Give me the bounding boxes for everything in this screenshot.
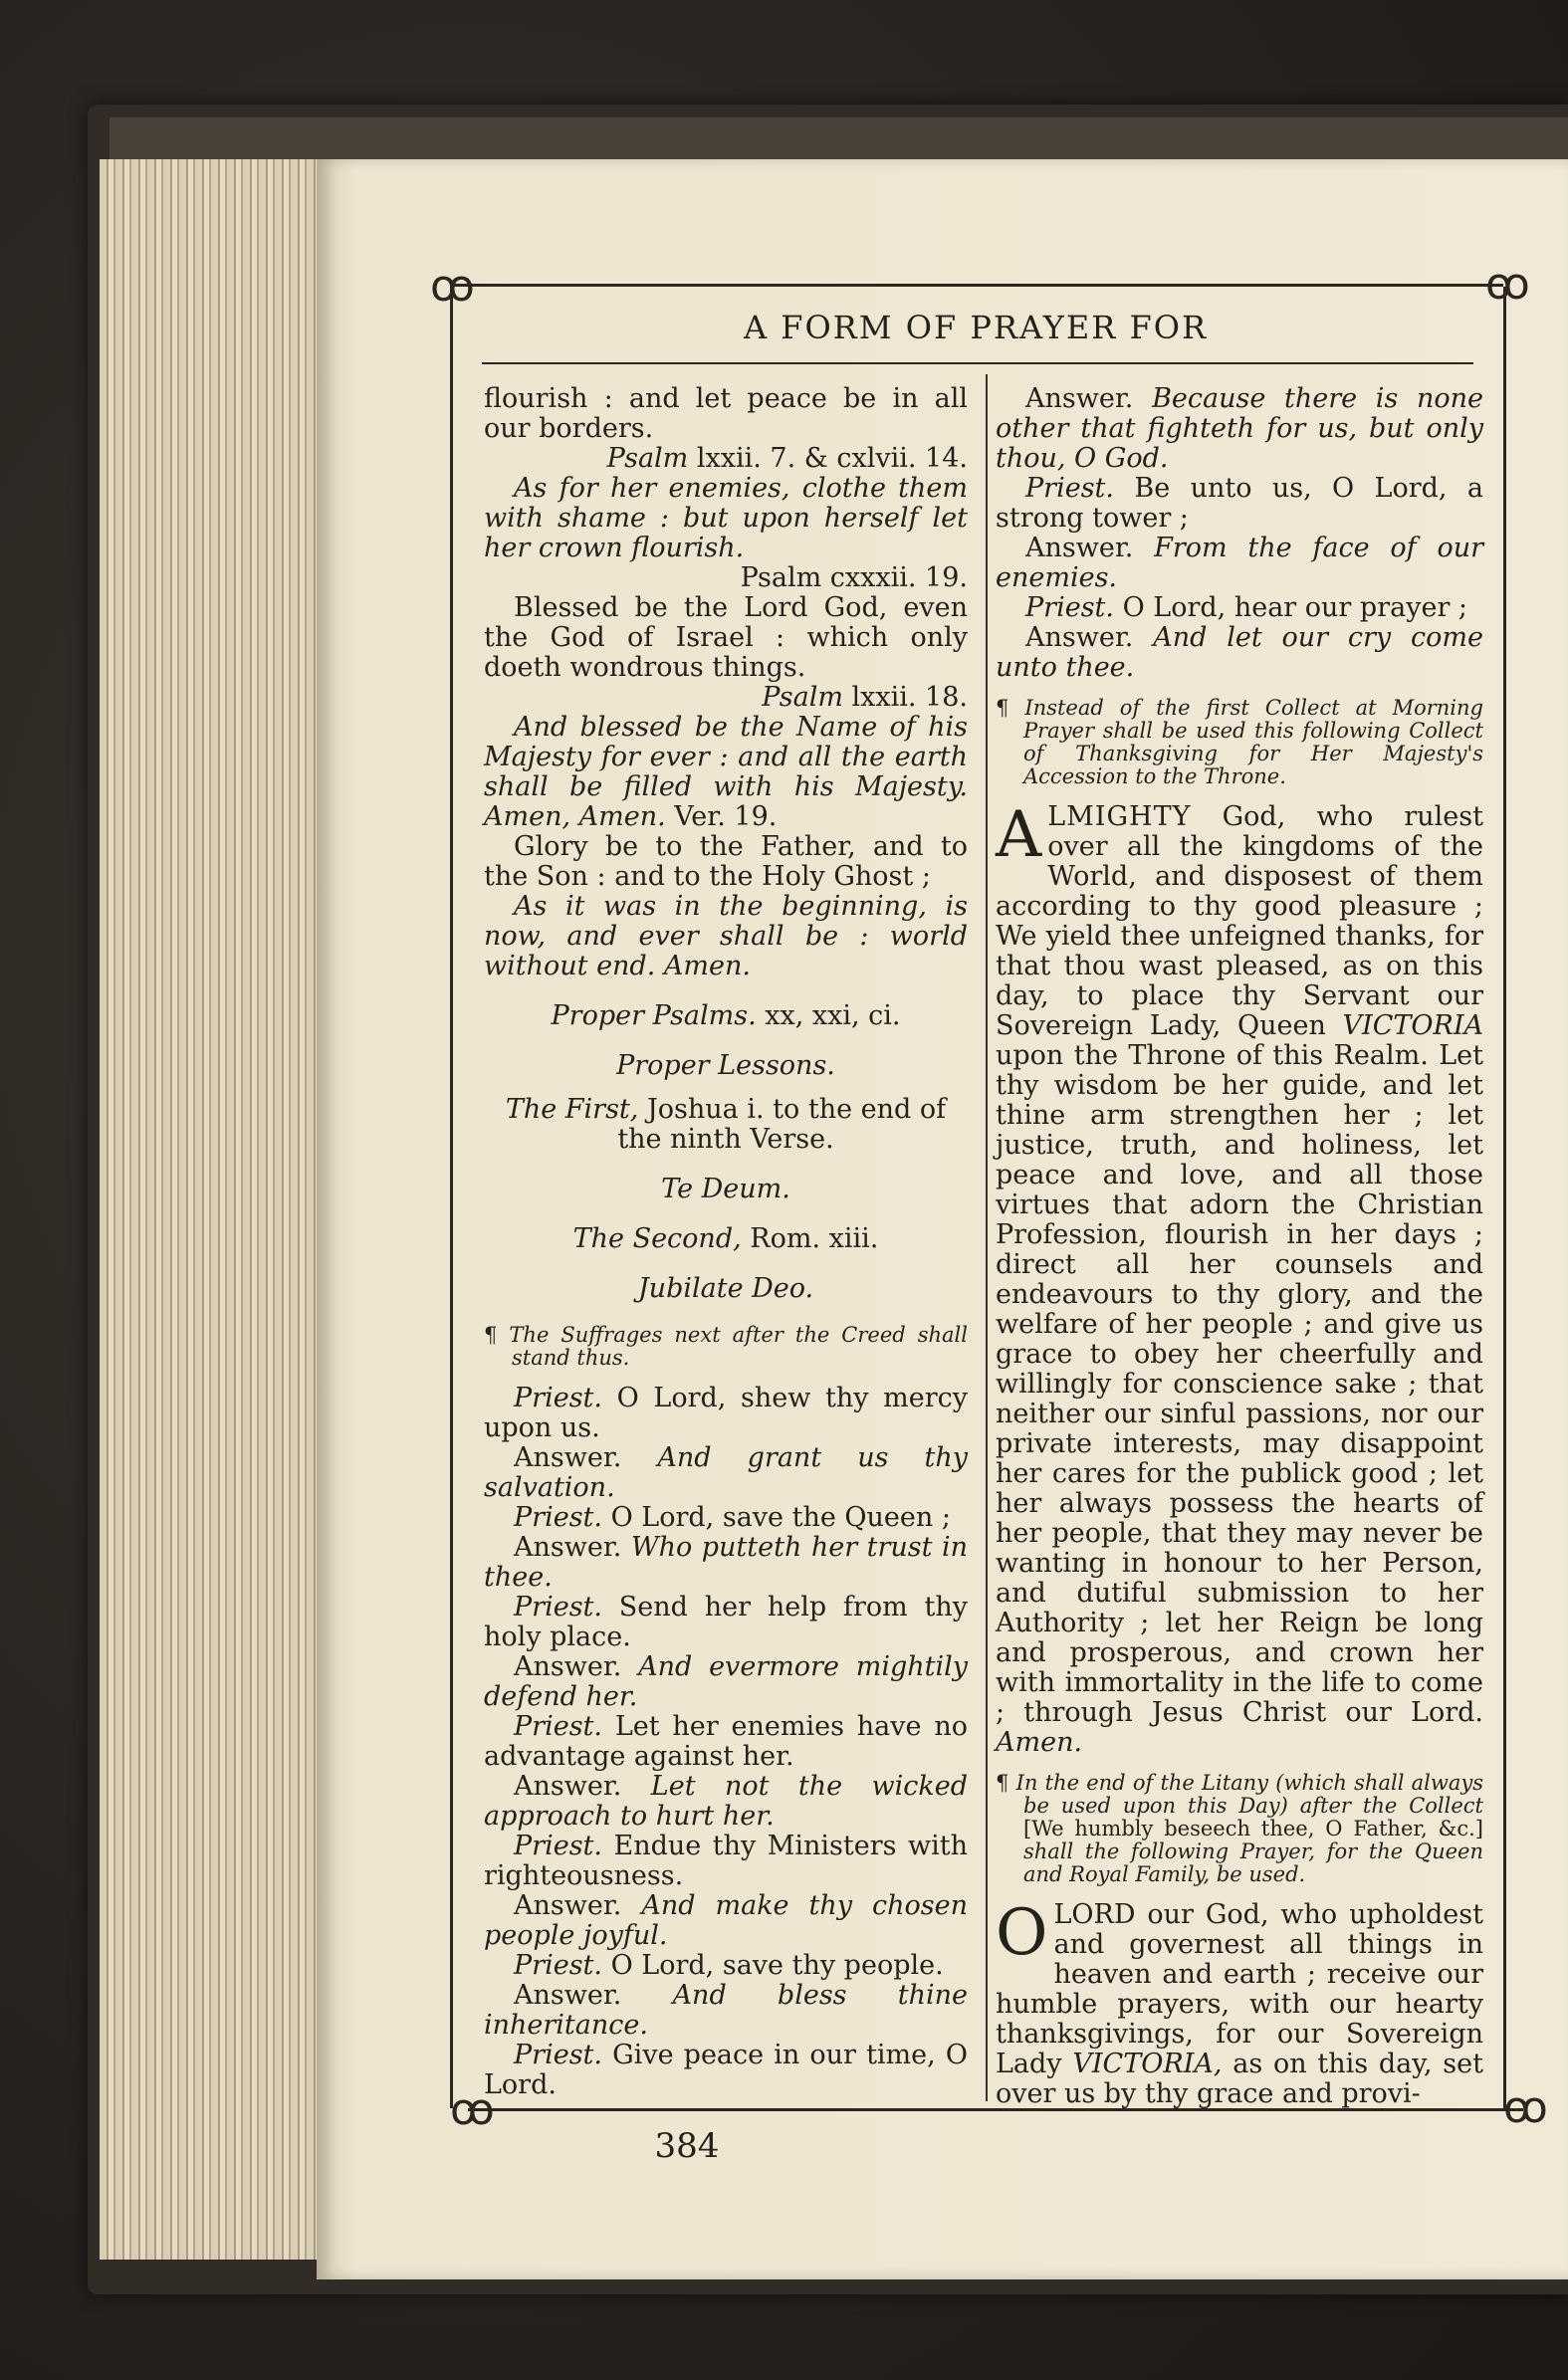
rubric: ¶ In the end of the Litany (which shall always be used upon this Day) after the Collect [We humbly beseech thee, O Father, &c.] shall the following Prayer, for the Queen and Royal Family, be used. [996, 1771, 1483, 1886]
collect-royal-family: OLORD our God, who upholdest and governest all things in heaven and earth ; receive our humble prayers, with our hearty thanksgivings, for our Sovereign Lady VICTORIA, as on this day, set over us by thy grace and provi- [996, 1896, 1483, 2109]
paragraph: And blessed be the Name of his Majesty for ever : and all the earth shall be filled with his Majesty. Amen, Amen. Ver. 19. [484, 712, 968, 832]
versicle-line: Priest. Be unto us, O Lord, a strong tower ; [996, 473, 1483, 534]
versicle-line: Answer. Because there is none other that fighteth for us, but only thou, O God. [996, 383, 1483, 474]
suffrage-line: Priest. O Lord, save thy people. [514, 1950, 944, 1981]
corner-ornament-icon: ꝏ [1485, 259, 1530, 310]
frame-top-rule [450, 284, 1503, 287]
gloria-response: As it was in the beginning, is now, and ever shall be : world without end. Amen. [484, 891, 968, 981]
pilcrow-icon: ¶ [484, 1323, 498, 1347]
paragraph: flourish : and let peace be in all our borders. [484, 383, 968, 444]
suffrage-line: Priest. Let her enemies have no advantage against her. [484, 1711, 968, 1772]
suffrage-line: Priest. O Lord, shew thy mercy upon us. [484, 1383, 968, 1443]
left-column [484, 384, 968, 2100]
scripture-reference: Psalm lxxii. 7. & cxlvii. 14. [606, 443, 968, 474]
te-deum: Te Deum. [661, 1174, 790, 1204]
corner-ornament-icon: ꝏ [1503, 2082, 1548, 2133]
scripture-reference: Psalm cxxxii. 19. [740, 562, 968, 593]
right-column [996, 384, 1483, 2109]
suffrage-line: Answer. And make thy chosen people joyful. [484, 1890, 968, 1951]
gloria: Glory be to the Father, and to the Son : and to the Holy Ghost ; [484, 831, 968, 892]
versicle-line: Answer. From the face of our enemies. [996, 533, 1483, 593]
suffrages [484, 1384, 968, 2100]
rubric: ¶ The Suffrages next after the Creed shall stand thus. [484, 1323, 968, 1370]
collect-accession: ALMIGHTY God, who rulest over all the kingdoms of the World, and disposest of them according to thy good pleasure ; We yield thee unfeigned thanks, for that thou wast pleased, as on this day, to place thy Servant our Sovereign Lady, Queen VICTORIA upon the Throne of this Realm. Let thy wisdom be her guide, and let thine arm strengthen her ; let justice, truth, and holiness, let peace and love, and all those virtues that adorn the Christian Profession, flourish in her days ; direct all her counsels and endeavours to thy glory, and the welfare of her people ; and give us grace to obey her cheerfully and willingly for conscience sake ; that neither our sinful passions, nor our private interests, may disappoint her cares for the publick good ; let her always possess the hearts of her people, that they may never be wanting in honour to her Person, and dutiful submission to her Authority ; let her Reign be long and prosperous, and crown her with immortality in the life to come ; through Jesus Christ our Lord. Amen. [996, 798, 1483, 1758]
suffrage-line: Answer. Who putteth her trust in thee. [484, 1532, 968, 1593]
suffrage-line: Answer. And grant us thy salvation. [484, 1442, 968, 1503]
paragraph: As for her enemies, clothe them with shame : but upon herself let her crown flourish. [484, 473, 968, 563]
pilcrow-icon: ¶ [996, 1771, 1009, 1795]
versicle-line: Answer. And let our cry come unto thee. [996, 622, 1483, 683]
scripture-reference: Psalm lxxii. 18. [762, 682, 968, 713]
frame-left-rule [450, 287, 453, 2108]
corner-ornament-icon: ꝏ [430, 261, 475, 312]
column-divider [986, 374, 988, 2101]
paragraph: Blessed be the Lord God, even the God of Israel : which only doeth wondrous things. [484, 592, 968, 683]
corner-ornament-icon: ꝏ [450, 2084, 495, 2135]
suffrage-line: Priest. Give peace in our time, O Lord. [484, 2040, 968, 2100]
proper-lessons-heading: Proper Lessons. [616, 1050, 835, 1081]
frame-right-rule [1503, 287, 1506, 2108]
page-number: 384 [654, 2126, 720, 2166]
second-lesson: The Second, Rom. xiii. [572, 1223, 879, 1254]
suffrage-line: Answer. And bless thine inheritance. [484, 1980, 968, 2041]
suffrage-line: Priest. Endue thy Ministers with righteousness. [484, 1831, 968, 1891]
rubric: ¶ Instead of the first Collect at Morning Prayer shall be used this following Collect of Thanksgiving for Her Majesty's Accession to the Throne. [996, 696, 1483, 788]
suffrage-line: Answer. Let not the wicked approach to hurt her. [484, 1771, 968, 1832]
book-spine-top [110, 117, 1568, 159]
versicle-line: Priest. O Lord, hear our prayer ; [1025, 592, 1468, 623]
running-title: A FORM OF PRAYER FOR [743, 309, 1209, 346]
page-edges [100, 159, 324, 2260]
drop-cap: A [996, 798, 1042, 872]
suffrage-line: Answer. And evermore mightily defend her. [484, 1651, 968, 1712]
proper-psalms: Proper Psalms. xx, xxi, ci. [551, 1000, 901, 1031]
drop-cap: O [996, 1896, 1048, 1970]
jubilate-deo: Jubilate Deo. [637, 1273, 814, 1304]
suffrage-line: Priest. O Lord, save the Queen ; [514, 1502, 951, 1533]
pilcrow-icon: ¶ [996, 696, 1009, 720]
first-lesson: The First, Joshua i. to the end of the ninth Verse. [505, 1094, 947, 1155]
suffrage-line: Priest. Send her help from thy holy place. [484, 1592, 968, 1652]
header-rule [482, 362, 1473, 364]
